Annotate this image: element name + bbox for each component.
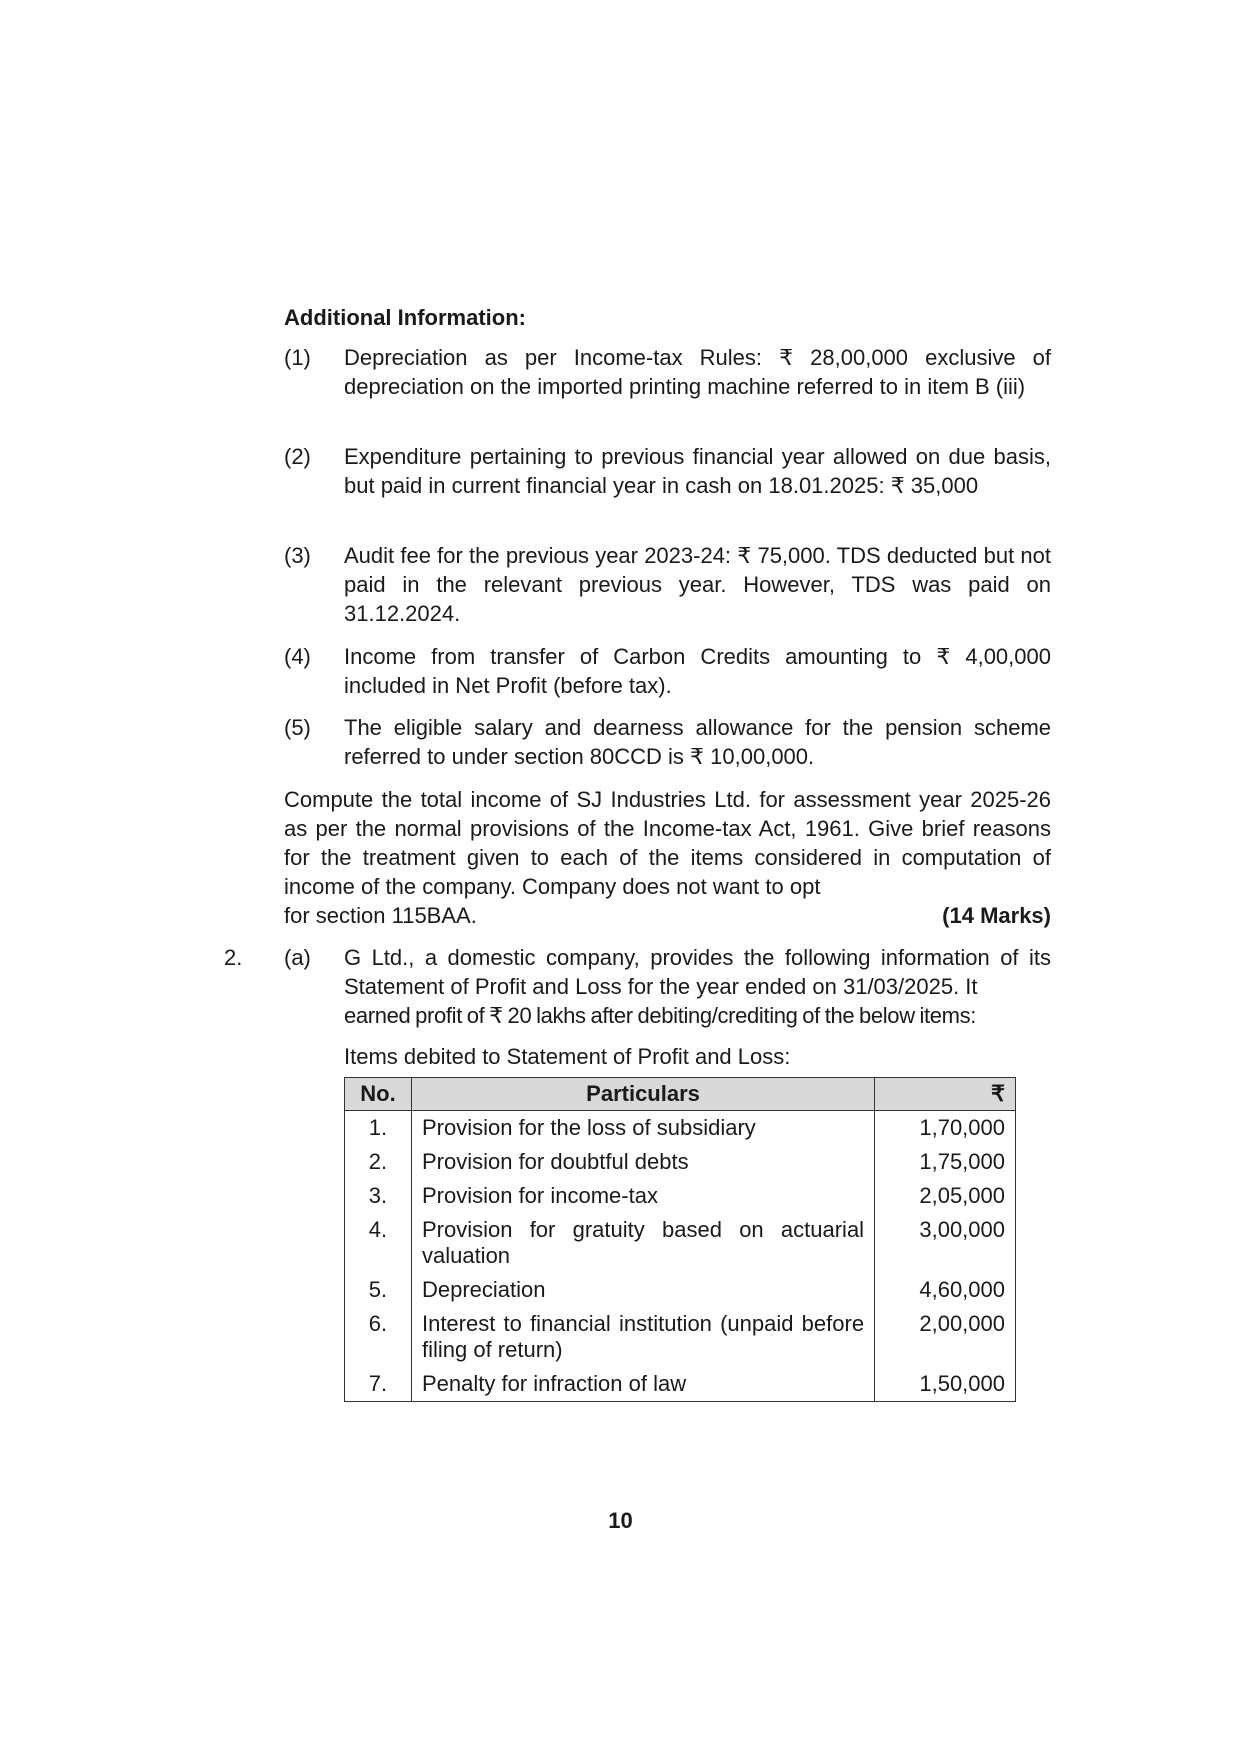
header-no: No. [345,1078,412,1111]
info-item [284,343,1051,401]
row-no: 4. [345,1213,412,1273]
row-particulars: Provision for the loss of subsidiary [411,1111,874,1146]
info-item-text: Expenditure pertaining to previous financial year allowed on due basis, but paid in current financial year in cash on 18.01.2025: ₹ 35,000 [344,444,1051,498]
row-particulars: Provision for doubtful debts [411,1145,874,1179]
table-row [345,1179,1016,1213]
table-row [345,1213,1016,1273]
header-amount: ₹ [875,1078,1016,1111]
info-item-text: Depreciation as per Income-tax Rules: ₹ 28,00,000 exclusive of depreciation on the imported printing machine referred to in item B (iii) [344,345,1051,399]
row-amount: 2,05,000 [875,1179,1016,1213]
row-no: 2. [345,1145,412,1179]
question-text [344,943,1051,1030]
row-amount: 3,00,000 [875,1213,1016,1273]
marks-label: (14 Marks) [942,903,1051,928]
row-amount: 4,60,000 [875,1273,1016,1307]
table-header-row [345,1078,1016,1111]
row-no: 6. [345,1307,412,1367]
profit-loss-items-table [344,1077,1016,1402]
table-row [345,1273,1016,1307]
items-caption: Items debited to Statement of Profit and Loss: [344,1044,791,1069]
info-item [284,713,1051,771]
info-item-number: (4) [284,644,311,669]
row-amount: 1,70,000 [875,1111,1016,1146]
row-amount: 2,00,000 [875,1307,1016,1367]
info-item [284,442,1051,500]
additional-information-heading: Additional Information: [284,305,526,330]
row-no: 7. [345,1367,412,1402]
row-particulars: Depreciation [411,1273,874,1307]
row-particulars: Penalty for infraction of law [411,1367,874,1402]
info-item-number: (2) [284,444,311,469]
row-particulars: Provision for income-tax [411,1179,874,1213]
info-item-number: (1) [284,345,311,370]
info-item [284,541,1051,628]
info-item [284,642,1051,700]
compute-instruction [284,785,1051,930]
row-amount: 1,50,000 [875,1367,1016,1402]
row-amount: 1,75,000 [875,1145,1016,1179]
row-particulars: Provision for gratuity based on actuarial valuation [411,1213,874,1273]
info-item-number: (5) [284,715,311,740]
table-row [345,1145,1016,1179]
question-text-last-line: earned profit of ₹ 20 lakhs after debiting/crediting of the below items: [344,1003,977,1028]
page-number: 10 [608,1508,633,1533]
table-row [345,1307,1016,1367]
row-no: 5. [345,1273,412,1307]
compute-text: Compute the total income of SJ Industries Ltd. for assessment year 2025-26 as per the normal provisions of the Income-tax Act, 1961. Give brief reasons for the treatment given to each of the items considered in computation of income of the company. Company does not want to opt [284,787,1051,899]
compute-text-last-line: for section 115BAA. [284,903,477,928]
table-row [345,1367,1016,1402]
header-particulars: Particulars [411,1078,874,1111]
question-part-label: (a) [284,945,311,970]
question-text-main: G Ltd., a domestic company, provides the following information of its Statement of Profit and Loss for the year ended on 31/03/2025. It [344,945,1051,999]
info-item-text: Audit fee for the previous year 2023-24: ₹ 75,000. TDS deducted but not paid in the relevant previous year. However, TDS was paid on 31.12.2024. [344,543,1051,626]
table-row [345,1111,1016,1146]
info-item-text: Income from transfer of Carbon Credits amounting to ₹ 4,00,000 included in Net Profit (before tax). [344,644,1051,698]
question-number: 2. [224,945,243,970]
row-particulars: Interest to financial institution (unpaid before filing of return) [411,1307,874,1367]
info-item-text: The eligible salary and dearness allowance for the pension scheme referred to under section 80CCD is ₹ 10,00,000. [344,715,1051,769]
info-item-number: (3) [284,543,311,568]
row-no: 3. [345,1179,412,1213]
row-no: 1. [345,1111,412,1146]
